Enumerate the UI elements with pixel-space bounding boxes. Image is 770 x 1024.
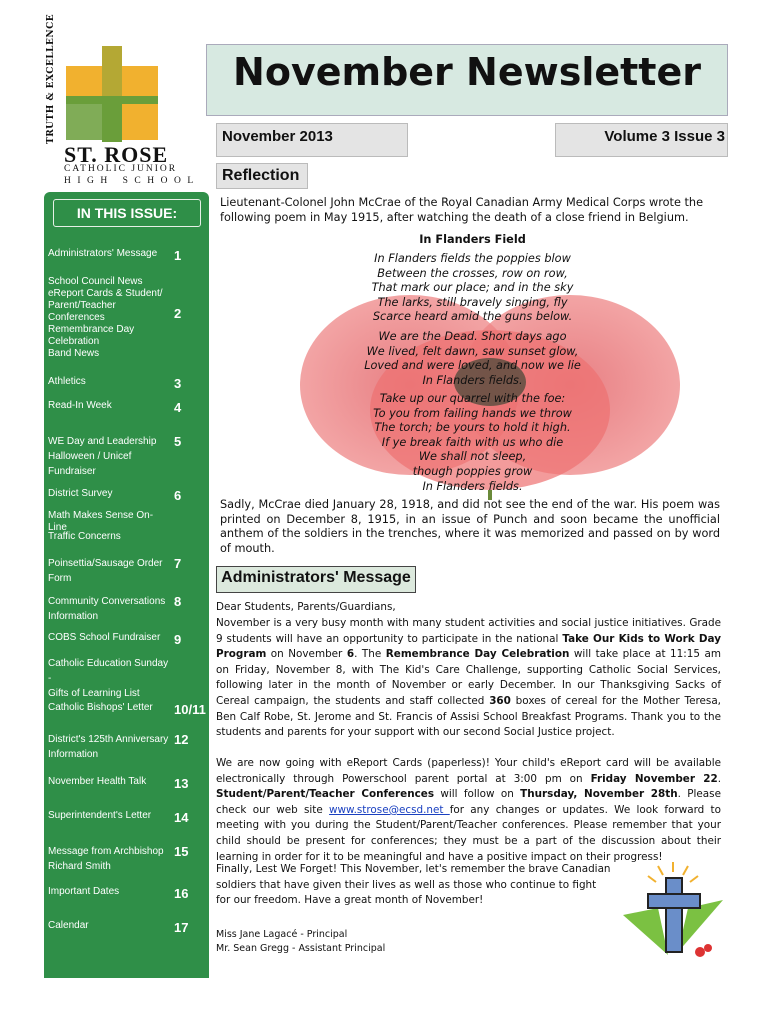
reflection-heading: Reflection (222, 167, 300, 184)
toc-item-page: 16 (174, 886, 189, 901)
toc-item-page: 5 (174, 434, 182, 449)
toc-item-label: Community Conversations Information (48, 596, 166, 622)
toc-item-label: Math Makes Sense On-Line (48, 510, 154, 533)
logo-subtitle-2: HIGH SCHOOL (64, 176, 200, 186)
toc-item-page: 1 (174, 248, 182, 263)
admin-paragraph-1: November is a very busy month with many student activities and social justice initiatives. Grade 9 students will have an opportunity to participate in the national Take Our Kids to Work Day Program on November 6. The Remembrance Day Celebration will take place at 11:15 am on Friday, November 8, with The Kid's Care Challenge, supporting Catholic Social Services, following later in the month of November or early December. In our Thanksgiving Sacks of Cereal campaign, the students and staff collected 360 boxes of cereal for the Mother Teresa, Ben Calf Robe, St. Jerome and St. Francis of Assisi School Breakfast Programs. Thank you to the students and parents for your support with our second Social Justice project. (216, 617, 722, 739)
toc-item-page: 17 (174, 920, 189, 935)
toc-item-label: Catholic Education Sunday - Gifts of Learning List (48, 658, 169, 699)
issue-volume: Volume 3 Issue 3 (604, 128, 725, 145)
website-link[interactable]: www.strose@ecsd.net (329, 803, 450, 816)
toc-item-page: 6 (174, 488, 182, 503)
poem-stanza-1: In Flanders fields the poppies blow Between the crosses, row on row, That mark our place; and in the sky The larks, still bravely singing, fly Scarce heard amid the guns below. (371, 252, 574, 324)
admin-paragraph-2: We are now going with eReport Cards (paperless)! Your child's eReport card will be available electronically through Powerschool parent portal at 3:00 pm on Friday November 22. Student/Parent/Teacher Conferences will follow on Thursday, November 28th. Please check our web site www.strose@ecsd.net for any changes or updates. We look forward to meeting with you during the Student/Parent/Teacher conferences. Please remember that your child should be present for conferences; they must be a part of the discussion about their learning in order for it to be meaningful and have a positive impact on their progress! (216, 757, 721, 863)
logo-school-name: ST. ROSE (64, 142, 169, 167)
poem-title: In Flanders Field (419, 233, 526, 246)
logo-subtitle-1: CATHOLIC JUNIOR (64, 164, 178, 174)
toc-item-label: November Health Talk (48, 776, 147, 787)
toc-item-page: 14 (174, 810, 189, 825)
toc-item-page: 10/11 (174, 702, 206, 717)
toc-item-page: 2 (174, 306, 182, 321)
toc-item-label: Calendar (48, 920, 89, 931)
reflection-intro: Lieutenant-Colonel John McCrae of the Royal Canadian Army Medical Corps wrote the following poem in May 1915, after watching the death of a close friend in Belgium. (220, 196, 704, 224)
reflection-outro: Sadly, McCrae died January 28, 1918, and did not see the end of the war. His poem was printed on December 8, 1915, in an issue of Punch and soon became the unofficial anthem of the soldiers in the trenches, where it was memorized and passed on by word of mouth. (220, 498, 720, 555)
toc-item-page: 3 (174, 376, 182, 391)
toc-item-label: Message from Archbishop Richard Smith (48, 846, 164, 872)
toc-item-label: Read-In Week (48, 400, 112, 411)
toc-item-page: 12 (174, 732, 189, 747)
toc-item-label: School Council News eReport Cards & Student/ Parent/Teacher Conferences Remembrance Day Celebration Band News (48, 276, 163, 359)
toc-item-page: 9 (174, 632, 182, 647)
toc-item-page: 4 (174, 400, 182, 415)
toc-item-label: Catholic Bishops' Letter (48, 702, 153, 713)
toc-item-label: COBS School Fundraiser (48, 632, 161, 643)
toc-item-page: 13 (174, 776, 189, 791)
toc-item-label: Athletics (48, 376, 86, 387)
in-this-issue-heading: IN THIS ISSUE: (53, 199, 201, 227)
toc-item-label: Poinsettia/Sausage Order Form (48, 558, 163, 584)
signature-principal: Miss Jane Lagacé - Principal (216, 929, 348, 940)
signatures (216, 928, 385, 956)
toc-item-page: 8 (174, 594, 182, 609)
toc-item-label: Superintendent's Letter (48, 810, 152, 821)
admin-greeting: Dear Students, Parents/Guardians, (216, 601, 396, 613)
signature-assistant-principal: Mr. Sean Gregg - Assistant Principal (216, 943, 386, 954)
poem-stanza-2: We are the Dead. Short days ago We lived, felt dawn, saw sunset glow, Loved and were loved, and now we lie In Flanders fields. (364, 330, 581, 387)
toc-item-page: 7 (174, 556, 182, 571)
newsletter-title: November Newsletter (233, 50, 701, 94)
toc-item-label: District Survey (48, 488, 113, 499)
toc-item-label: WE Day and Leadership Halloween / Unicef Fundraiser (48, 436, 157, 477)
poem-stanza-3: Take up our quarrel with the foe: To you from failing hands we throw The torch; be yours to hold it high. If ye break faith with us who die We shall not sleep, though poppies grow In Flanders fields. (373, 392, 572, 493)
toc-item-page: 15 (174, 844, 189, 859)
admin-paragraph-3: Finally, Lest We Forget! This November, let's remember the brave Canadian soldiers that have given their lives as well as those who continue to fight for our freedom. Have a great month of November! (216, 863, 611, 907)
toc-item-label: Traffic Concerns (48, 531, 121, 542)
admin-heading: Administrators' Message (221, 569, 411, 586)
issue-date: November 2013 (222, 128, 333, 145)
cross-clipart-icon (618, 860, 728, 960)
toc-item-label: District's 125th Anniversary Information (48, 734, 169, 760)
toc-item-label: Important Dates (48, 886, 120, 897)
logo-motto: TRUTH & EXCELLENCE (46, 13, 56, 144)
toc-item-label: Administrators' Message (48, 248, 158, 259)
